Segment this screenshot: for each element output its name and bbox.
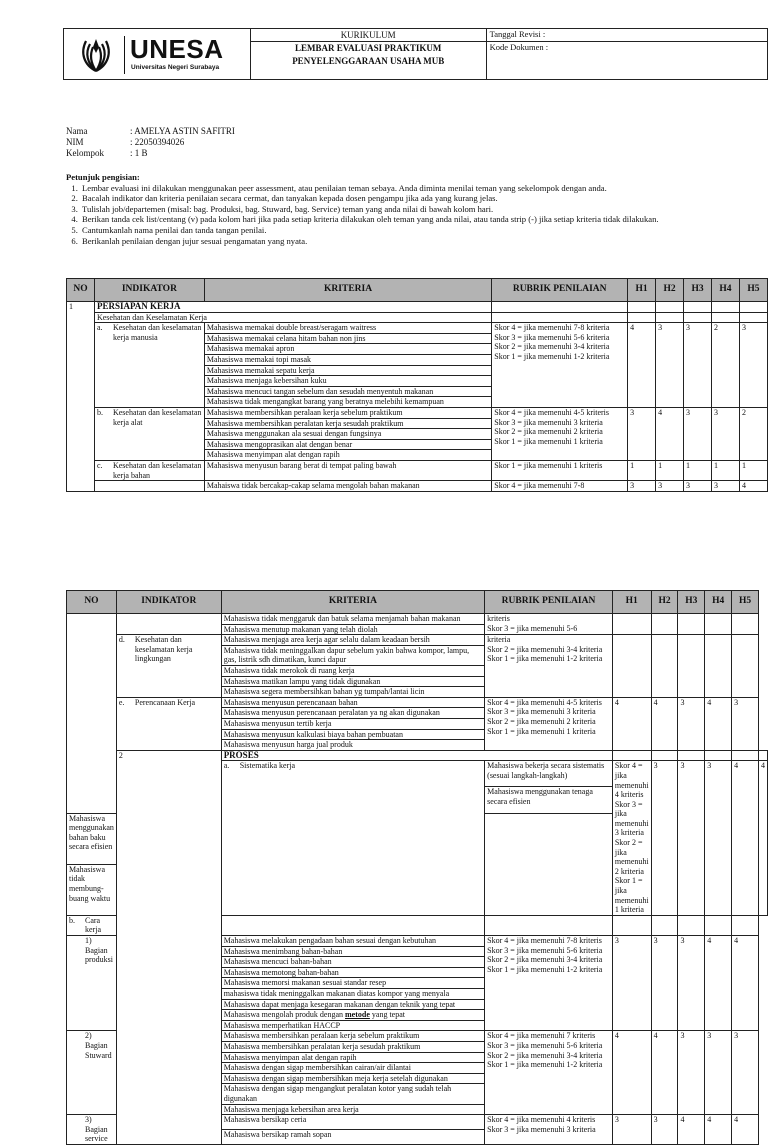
indicator-letter: d. xyxy=(118,635,125,645)
indicator-label: Cara kerja xyxy=(85,915,101,935)
criteria-cell: Mahasiswa bersikap ceria xyxy=(221,1115,484,1130)
instruction-item: 5. Cantumkanlah nama penilai dan tanda tangan penilai. xyxy=(80,225,760,236)
table-header-row xyxy=(67,591,768,614)
score-h1[interactable]: 3 xyxy=(612,1115,651,1145)
criteria-cell: Mahasiswa tidak membung-buang waktu xyxy=(67,864,117,915)
indicator xyxy=(224,761,482,771)
score-cell[interactable] xyxy=(656,302,684,313)
logo-divider xyxy=(124,36,125,74)
score-h5[interactable]: 4 xyxy=(739,481,767,492)
title-line-2: PENYELENGGARAAN USAHA MUB xyxy=(292,56,445,66)
indicator-cell xyxy=(116,614,221,635)
indicator-label: Kesehatan dan keselamatan kerja lingkungan xyxy=(134,635,193,664)
criteria-cell: Mahasiswa dengan sigap mengangkut peralatan kotor yang sudah telah digunakan xyxy=(221,1084,484,1104)
instruction-item: 4. Berikan tanda cek list/centang (v) pada kolom hari jika pada setiap kriteria dilakukan oleh teman yang anda nilai, atau tanda strip (-) jika setiap kriteria tidak dilakukan. xyxy=(80,214,760,225)
header-h2: H2 xyxy=(651,591,678,614)
score-h2[interactable]: 1 xyxy=(656,460,684,480)
table1-body xyxy=(67,302,768,492)
criteria-row xyxy=(67,323,768,334)
criteria-cell: Mahasiswa menjaga area kerja agar selalu dalam keadaan bersih xyxy=(221,635,484,646)
rubric-line: Skor 3 = jika memenuhi 5-6 kriteria xyxy=(494,332,610,342)
criteria-cell: Mahasiswa mengolah produk dengan metode yang tepat xyxy=(221,1010,484,1021)
sub-indicator-cell xyxy=(67,1031,117,1115)
header-no: NO xyxy=(67,591,117,614)
criteria-row xyxy=(67,460,768,480)
score-h4[interactable]: 2 xyxy=(712,323,740,408)
sub-indicator-label: 2) Bagian Stuward xyxy=(85,1031,112,1060)
instruction-item: 6. Berikanlah penilaian dengan jujur sesuai pengamatan yang nyata. xyxy=(80,236,760,247)
criteria-row xyxy=(67,407,768,418)
score-h1[interactable] xyxy=(612,635,651,698)
empty-cell xyxy=(612,750,651,761)
score-h2[interactable]: 4 xyxy=(651,1031,678,1115)
indicator-cell xyxy=(94,407,204,460)
criteria-cell: Mahasiswa menyimpan alat dengan rapih xyxy=(204,450,491,461)
identity-key: Kelompok xyxy=(66,148,104,158)
rubric-line: Skor 4 = jika memenuhi 7-8 kriteria xyxy=(494,323,610,333)
indicator-label: Sistematika kerja xyxy=(239,761,296,771)
header-rubrik: RUBRIK PENILAIAN xyxy=(485,591,613,614)
table2-body xyxy=(67,614,768,1145)
instructions-block xyxy=(66,172,760,246)
criteria-cell: Mahasiswa menggunakan tenaga secara efisien xyxy=(485,787,613,813)
score-h5[interactable] xyxy=(732,915,759,935)
rubric-cell xyxy=(492,481,628,492)
indicator-label: Kesehatan dan keselamatan kerja bahan xyxy=(112,460,202,480)
indicator-letter: a. xyxy=(223,761,230,771)
rubric-line: Skor 2 = jika memenuhi 2 kriteria xyxy=(487,716,596,726)
score-h4[interactable] xyxy=(705,614,732,635)
indicator xyxy=(97,408,202,427)
score-h4[interactable]: 4 xyxy=(732,761,759,916)
identity-value: : 22050394026 xyxy=(130,137,185,147)
score-h3[interactable]: 3 xyxy=(678,697,705,750)
table-header-row xyxy=(67,279,768,302)
logo-subtitle: Universitas Negeri Surabaya xyxy=(131,64,220,71)
score-h1[interactable] xyxy=(651,750,678,761)
subsection-title: Kesehatan dan Keselamatan Kerja xyxy=(94,312,491,323)
number-cell xyxy=(67,614,117,814)
empty-cell xyxy=(492,302,628,313)
score-cell[interactable] xyxy=(712,312,740,323)
criteria-cell: Mahasiswa menimbang bahan-bahan xyxy=(221,946,484,957)
score-h5[interactable]: 4 xyxy=(759,761,768,916)
criteria-cell: Mahasiswa dengan sigap membersihkan cairan/air dilantai xyxy=(221,1063,484,1074)
score-h3[interactable]: 3 xyxy=(684,407,712,460)
score-h1[interactable] xyxy=(612,614,651,635)
header-h2: H2 xyxy=(656,279,684,302)
rubric-line: Skor 2 = jika memenuhi 2 kriteria xyxy=(494,427,603,437)
identity-value: : AMELYA ASTIN SAFITRI xyxy=(130,126,235,136)
rubric-line: Skor 3 = jika memenuhi 3 kriteria xyxy=(487,707,596,717)
indicator-cell xyxy=(94,323,204,408)
score-h1[interactable]: 3 xyxy=(651,761,678,916)
empty-cell xyxy=(492,312,628,323)
logo-text: UNESA xyxy=(130,34,224,64)
criteria-cell: Mahaiswa tidak bercakap-cakap selama mengolah bahan makanan xyxy=(204,481,491,492)
score-h5[interactable] xyxy=(732,635,759,698)
indicator xyxy=(97,461,202,480)
identity-block xyxy=(66,126,235,159)
logo-cell xyxy=(64,29,251,80)
rubric-cell xyxy=(485,936,613,1031)
score-h4[interactable]: 3 xyxy=(705,1031,732,1115)
criteria-cell: Mahasiswa membersihkan peralatan kerja sesudah praktikum xyxy=(204,418,491,429)
indicator-label: Kesehatan dan keselamatan kerja alat xyxy=(112,407,202,427)
criteria-cell: Mahasiswa memperhatikan HACCP xyxy=(221,1020,484,1031)
section-row xyxy=(67,750,768,761)
score-h3[interactable] xyxy=(678,915,705,935)
identity-value: : 1 B xyxy=(130,148,148,158)
indicator-cell xyxy=(116,635,221,698)
rubric-line: Skor 2 = jika memenuhi 3-4 kriteria xyxy=(487,644,603,654)
identity-key: NIM xyxy=(66,137,84,147)
criteria-cell: Mahasiswa menjaga kebersihan area kerja xyxy=(221,1104,484,1115)
score-h4[interactable]: 3 xyxy=(712,407,740,460)
rubric-line: Skor 2 = jika memenuhi 3-4 kriteria xyxy=(487,955,603,965)
rubric-line: Skor 1 = jika memenuhi 1 kriteria xyxy=(487,726,596,736)
criteria-cell: Mahasiswa dengan sigap membersihkan meja kerja setelah digunakan xyxy=(221,1073,484,1084)
score-h3[interactable] xyxy=(678,635,705,698)
criteria-cell: Mahasiswa menjaga kebersihan kuku xyxy=(204,376,491,387)
indicator-letter: a. xyxy=(96,323,103,333)
score-h1[interactable]: 3 xyxy=(628,481,656,492)
sub-indicator-cell xyxy=(67,936,117,1031)
indicator xyxy=(119,698,219,708)
criteria-cell: Mahasiswa memakai sepatu kerja xyxy=(204,365,491,376)
criteria-cell: Mahasiswa menyusun kalkulasi biaya bahan pembuatan xyxy=(221,729,484,740)
document-title xyxy=(250,42,486,80)
rubric-line: kriteria xyxy=(487,635,511,645)
criteria-cell: Mahasiswa memorsi makanan sesuai standar resep xyxy=(221,978,484,989)
rubric-line: Skor 3 = jika memenuhi 5-6 kriteria xyxy=(487,945,603,955)
header-no: NO xyxy=(67,279,95,302)
score-h5[interactable]: 4 xyxy=(732,936,759,1031)
score-h2[interactable]: 3 xyxy=(651,1115,678,1145)
rubric-line: Skor 1 = jika memenuhi 1 kriteria xyxy=(494,436,603,446)
score-h1[interactable]: 1 xyxy=(628,460,656,480)
header-kriteria: KRITERIA xyxy=(221,591,484,614)
document-header xyxy=(63,28,768,80)
rubric-line: Skor 1 = jika memenuhi 1-2 kriteria xyxy=(487,654,603,664)
sub-indicator-label: 3) Bagian service xyxy=(85,1115,108,1144)
score-cell[interactable] xyxy=(739,312,767,323)
criteria-cell: mahasiswa tidak meninggalkan makanan diatas kompor yang menyala xyxy=(221,988,484,999)
indicator-letter: c. xyxy=(96,460,103,470)
criteria-cell: Mahasiswa mencuci tangan sebelum dan sesudah menyentuh makanan xyxy=(204,386,491,397)
section-number: 2 xyxy=(116,750,221,1144)
header-h1: H1 xyxy=(612,591,651,614)
indicator xyxy=(119,635,219,664)
indicator xyxy=(69,916,114,935)
criteria-cell: Mahasiswa tidak merokok di ruang kerja xyxy=(221,665,484,676)
criteria-cell: Mahasiswa tidak menggaruk dan batuk selama menjamah bahan makanan xyxy=(221,614,484,625)
rubric-line: Skor 3 = jika memenuhi 5-6 xyxy=(487,623,578,633)
score-h2[interactable] xyxy=(678,750,705,761)
rubric-cell xyxy=(485,635,613,698)
rubric-line: Skor 1 = jika memenuhi 1-2 kriteria xyxy=(487,1060,603,1070)
criteria-row xyxy=(67,481,768,492)
score-h2[interactable]: 4 xyxy=(656,407,684,460)
score-cell[interactable] xyxy=(712,302,740,313)
criteria-cell: Mahasiswa tidak meninggalkan dapur sebelum yakin bahwa kompor, lampu, gas, listrik sdh dimatikan, kunci dapur xyxy=(221,645,484,665)
instructions-title: Petunjuk pengisian: xyxy=(66,172,140,182)
rubric-line: Skor 3 = jika memenuhi 3 kriteria xyxy=(614,799,649,838)
instruction-item: 1. Lembar evaluasi ini dilakukan menggunakan peer assessment, atau penilaian teman sebaya. Anda diminta menilai teman yang sekelompok dengan anda. xyxy=(80,183,760,194)
indicator-cell xyxy=(67,915,117,935)
header-h5: H5 xyxy=(739,279,767,302)
rubric-line: Skor 4 = jika memenuhi 4-5 kriteris xyxy=(487,697,602,707)
identity-row xyxy=(66,148,235,159)
method-emphasis: metode xyxy=(345,1010,370,1020)
score-h1[interactable]: 4 xyxy=(612,1031,651,1115)
score-cell[interactable] xyxy=(628,302,656,313)
rubric-cell xyxy=(492,407,628,460)
score-h4[interactable] xyxy=(732,750,759,761)
score-h4[interactable]: 3 xyxy=(712,481,740,492)
rubric-line: Skor 2 = jika memenuhi 3-4 kriteria xyxy=(487,1050,603,1060)
indicator-letter: e. xyxy=(118,697,125,707)
score-h3[interactable] xyxy=(678,614,705,635)
section-number: 1 xyxy=(67,302,95,492)
header-h3: H3 xyxy=(678,591,705,614)
criteria-cell xyxy=(221,915,484,935)
evaluation-table-page2 xyxy=(66,590,768,1145)
header-h4: H4 xyxy=(712,279,740,302)
score-h5[interactable] xyxy=(732,614,759,635)
kurikulum-label: KURIKULUM xyxy=(250,29,486,42)
rubric-line: Skor 4 = jika memenuhi 7-8 kriteris xyxy=(487,936,602,945)
score-h2[interactable] xyxy=(651,915,678,935)
score-h3[interactable]: 1 xyxy=(684,460,712,480)
rubric-cell xyxy=(485,1031,613,1115)
criteria-cell: Mahasiswa mengoprasikan alat dengan benar xyxy=(204,439,491,450)
score-cell[interactable] xyxy=(656,312,684,323)
section-title: PERSIAPAN KERJA xyxy=(94,302,491,313)
score-h2[interactable]: 4 xyxy=(651,697,678,750)
criteria-cell: Mahasiswa menyusun barang berat di tempat paling bawah xyxy=(204,460,491,480)
criteria-cell: Mahasiswa segera membersihkan bahan yg tumpah/lantai licin xyxy=(221,687,484,698)
score-h4[interactable] xyxy=(705,635,732,698)
score-h5[interactable]: 3 xyxy=(732,1031,759,1115)
score-h1[interactable]: 3 xyxy=(612,936,651,1031)
rubric-cell xyxy=(485,1115,613,1145)
identity-key: Nama xyxy=(66,126,88,136)
score-h4[interactable]: 4 xyxy=(705,1115,732,1145)
score-h2[interactable] xyxy=(651,635,678,698)
score-cell[interactable] xyxy=(684,312,712,323)
rubric-cell xyxy=(492,323,628,408)
criteria-cell: Mahasiswa memakai celana hitam bahan non jins xyxy=(204,333,491,344)
rubric-line: Skor 2 = jika memenuhi 3-4 kriteria xyxy=(494,342,610,352)
instruction-item: 2. Bacalah indikator dan kriteria penilaian secara cermat, dan tanyakan kepada dosen pengampu jika ada yang kurang jelas. xyxy=(80,193,760,204)
rubric-line: Skor 3 = jika memenuhi 3 kriteria xyxy=(487,1124,596,1134)
criteria-cell: Mahasiswa menyusun harga jual produk xyxy=(221,740,484,751)
indicator-cell xyxy=(221,761,484,916)
evaluation-table-page1 xyxy=(66,278,768,492)
rubric-line: Skor 4 = jika memenuhi 4 kriteris xyxy=(614,761,649,800)
tanggal-revisi: Tanggal Revisi : xyxy=(486,29,767,42)
score-h4[interactable] xyxy=(705,915,732,935)
title-line-1: LEMBAR EVALUASI PRAKTIKUM xyxy=(295,43,442,53)
indicator-cell xyxy=(94,460,204,480)
header-indikator: INDIKATOR xyxy=(94,279,204,302)
criteria-cell: Mahasiswa menyusun tertib kerja xyxy=(221,718,484,729)
header-kriteria: KRITERIA xyxy=(204,279,491,302)
rubric-line: Skor 1 = jika memenuhi 1 kriteria xyxy=(614,876,649,915)
score-h3[interactable]: 4 xyxy=(678,1115,705,1145)
score-h4[interactable]: 4 xyxy=(705,697,732,750)
score-h3[interactable]: 3 xyxy=(684,481,712,492)
header-h3: H3 xyxy=(684,279,712,302)
rubric-line: Skor 4 = jika memenuhi 7 kriteris xyxy=(487,1031,596,1041)
rubric-line: Skor 3 = jika memenuhi 5-6 kriteria xyxy=(487,1040,603,1050)
score-h2[interactable] xyxy=(651,614,678,635)
criteria-cell: Mahasiswa memakai topi masak xyxy=(204,354,491,365)
criteria-cell: Mahasiswa bersikap ramah sopan xyxy=(221,1129,484,1144)
score-h3[interactable] xyxy=(705,750,732,761)
instruction-item: 3. Tulislah job/departemen (misal: bag. Produksi, bag. Stuward, bag. Service) teman yang anda nilai di bawah kolom hari. xyxy=(80,204,760,215)
score-h5[interactable]: 1 xyxy=(739,460,767,480)
subsection-row xyxy=(67,312,768,323)
header-h5: H5 xyxy=(732,591,759,614)
criteria-cell: Mahasiswa membersihkan peralatan kerja sesudah praktikum xyxy=(221,1041,484,1052)
section-row xyxy=(67,302,768,313)
kode-dokumen: Kode Dokumen : xyxy=(486,42,767,80)
indicator-letter: b. xyxy=(69,915,75,925)
score-h2[interactable]: 3 xyxy=(651,936,678,1031)
rubric-line: Skor 1 = jika memenuhi 1-2 kriteria xyxy=(494,351,610,361)
criteria-cell: Mahasiswa memakai apron xyxy=(204,344,491,355)
criteria-cell: Mahasiswa matikan lampu yang tidak digunakan xyxy=(221,676,484,687)
rubric-line: Skor 4 = jika memenuhi 7-8 xyxy=(494,481,585,491)
rubric-line: Skor 3 = jika memenuhi 3 kriteria xyxy=(494,417,603,427)
rubric-cell xyxy=(492,460,628,480)
score-cell[interactable] xyxy=(684,302,712,313)
indicator-label: Perencanaan Kerja xyxy=(134,697,196,707)
score-h4[interactable]: 1 xyxy=(712,460,740,480)
score-h4[interactable]: 4 xyxy=(705,936,732,1031)
rubric-cell xyxy=(485,614,613,635)
score-cell[interactable] xyxy=(628,312,656,323)
criteria-cell: Mahasiswa menyusun perencanaan bahan xyxy=(221,697,484,708)
rubric-cell xyxy=(485,697,613,750)
score-h5[interactable]: 3 xyxy=(739,323,767,408)
sub-indicator-cell xyxy=(67,1115,117,1145)
rubric-cell xyxy=(612,761,651,916)
empty-cell xyxy=(485,915,613,935)
criteria-cell: Mahasiswa menggunakan ala sesuai dengan fungsinya xyxy=(204,429,491,440)
identity-row xyxy=(66,126,235,137)
criteria-row xyxy=(67,635,768,646)
score-h3[interactable]: 3 xyxy=(678,1031,705,1115)
score-h3[interactable]: 3 xyxy=(684,323,712,408)
score-h2[interactable]: 3 xyxy=(678,761,705,916)
criteria-cell: Mahasiswa menyusun perencanaan peralatan ya ng akan digunakan xyxy=(221,708,484,719)
header-h1: H1 xyxy=(628,279,656,302)
score-h5[interactable]: 3 xyxy=(732,697,759,750)
rubric-line: Skor 1 = jika memenuhi 1 kriteris xyxy=(494,460,603,470)
score-h5[interactable] xyxy=(759,750,768,761)
score-h5[interactable]: 4 xyxy=(732,1115,759,1145)
score-h2[interactable]: 3 xyxy=(656,323,684,408)
criteria-cell: Mahasiswa menggunakan bahan baku secara efisien xyxy=(67,813,117,864)
score-h1[interactable]: 4 xyxy=(628,323,656,408)
indicator-cell xyxy=(116,697,221,750)
rubric-line: kriteris xyxy=(487,614,510,623)
criteria-cell: Mahasiswa tidak mengangkat barang yang beratnya melebihi kemampuan xyxy=(204,397,491,408)
header-rubrik: RUBRIK PENILAIAN xyxy=(492,279,628,302)
score-cell[interactable] xyxy=(739,302,767,313)
criteria-cell: Mahasiswa memotong bahan-bahan xyxy=(221,967,484,978)
score-h2[interactable]: 3 xyxy=(656,481,684,492)
criteria-cell: Mahasiswa memakai double breast/seragam waitress xyxy=(204,323,491,334)
criteria-row xyxy=(67,697,768,708)
rubric-line: Skor 2 = jika memenuhi 2 kriteria xyxy=(614,838,649,876)
indicator-label: Kesehatan dan keselamatan kerja manusia xyxy=(112,323,202,342)
criteria-cell: Mahasiswa menutup makanan yang telah diolah xyxy=(221,624,484,635)
indicator xyxy=(97,323,202,342)
identity-row xyxy=(66,137,235,148)
rubric-line: Skor 4 = jika memenuhi 4 kriteris xyxy=(487,1115,596,1125)
instructions-list xyxy=(66,183,760,247)
score-h1[interactable]: 4 xyxy=(612,697,651,750)
header-h4: H4 xyxy=(705,591,732,614)
indicator-letter: b. xyxy=(96,407,103,417)
unesa-emblem-icon xyxy=(76,35,116,75)
criteria-cell: Mahasiswa bekerja secara sistematis (sesuai langkah-langkah) xyxy=(485,761,613,787)
criteria-cell: Mahasiswa mencuci bahan-bahan xyxy=(221,957,484,968)
header-indikator: INDIKATOR xyxy=(116,591,221,614)
criteria-cell: Mahasiswa membersihkan peralaan kerja sebelum praktikum xyxy=(221,1031,484,1042)
score-h3[interactable]: 3 xyxy=(705,761,732,916)
score-h1[interactable]: 3 xyxy=(628,407,656,460)
criteria-cell: Mahasiswa membersihkan peralaan kerja sebelum praktikum xyxy=(204,407,491,418)
section-title: PROSES xyxy=(221,750,612,761)
score-h1[interactable] xyxy=(612,915,651,935)
rubric-line: Skor 4 = jika memenuhi 4-5 kriteris xyxy=(494,407,609,417)
criteria-row xyxy=(67,614,768,625)
sub-indicator-label: 1) Bagian produksi xyxy=(85,936,113,965)
score-h3[interactable]: 3 xyxy=(678,936,705,1031)
rubric-line: Skor 1 = jika memenuhi 1-2 kriteria xyxy=(487,964,603,974)
criteria-cell: Mahasiswa dapat menjaga kesegaran makanan dengan teknik yang tepat xyxy=(221,999,484,1010)
indicator-cell xyxy=(94,481,204,492)
criteria-cell: Mahasiswa menyimpan alat dengan rapih xyxy=(221,1052,484,1063)
score-h5[interactable]: 2 xyxy=(739,407,767,460)
criteria-cell: Mahasiswa melakukan pengadaan bahan sesuai dengan kebutuhan xyxy=(221,936,484,947)
